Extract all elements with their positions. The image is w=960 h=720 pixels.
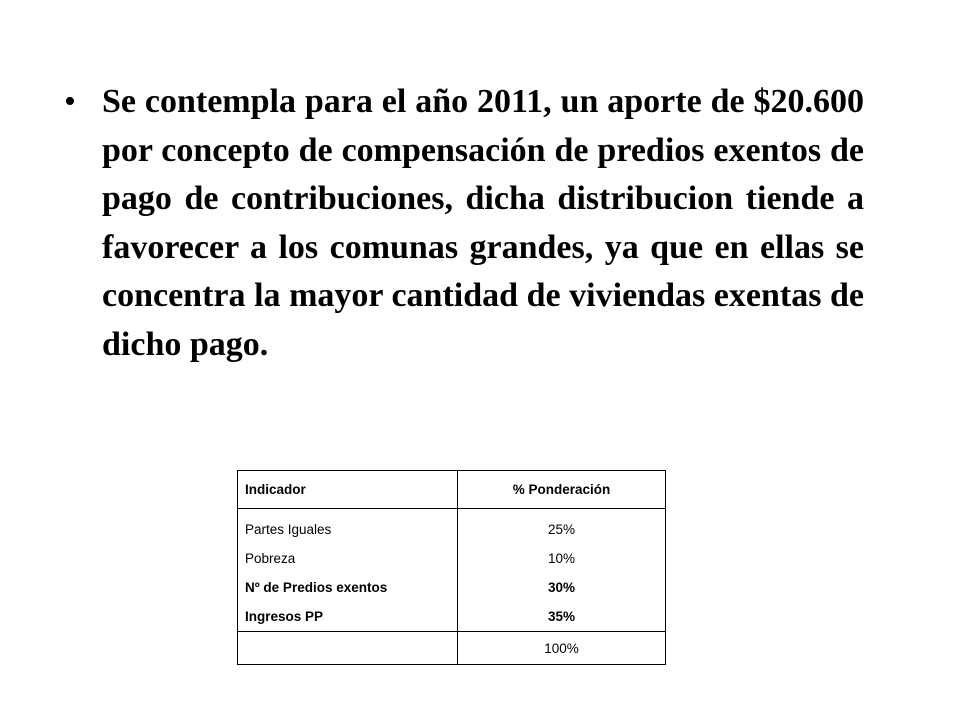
total-weight: 100%	[458, 632, 666, 665]
cell-weight: 35%	[458, 602, 666, 632]
cell-indicator: Ingresos PP	[238, 602, 458, 632]
header-indicator: Indicador	[238, 471, 458, 509]
table-row	[238, 544, 666, 573]
weighting-table	[237, 470, 666, 665]
table-row	[238, 602, 666, 632]
header-weight: % Ponderación	[458, 471, 666, 509]
cell-indicator: Pobreza	[238, 544, 458, 573]
table-row	[238, 509, 666, 545]
bullet-marker: •	[64, 83, 76, 120]
bullet-paragraph	[64, 78, 864, 369]
cell-weight: 30%	[458, 573, 666, 602]
cell-weight: 10%	[458, 544, 666, 573]
weighting-table-container	[237, 470, 666, 665]
cell-weight: 25%	[458, 509, 666, 545]
table-row	[238, 573, 666, 602]
paragraph-text: Se contempla para el año 2011, un aporte de $20.600 por concepto de compensación de predios exentos de pago de contribuciones, dicha distribucion tiende a favorecer a los comunas grandes, ya que en ellas se concentra la mayor cantidad de viviendas exentas de dicho pago.	[102, 83, 864, 363]
total-indicator	[238, 632, 458, 665]
table-header-row	[238, 471, 666, 509]
cell-indicator: Nº de Predios exentos	[238, 573, 458, 602]
cell-indicator: Partes Iguales	[238, 509, 458, 545]
table-total-row	[238, 632, 666, 665]
